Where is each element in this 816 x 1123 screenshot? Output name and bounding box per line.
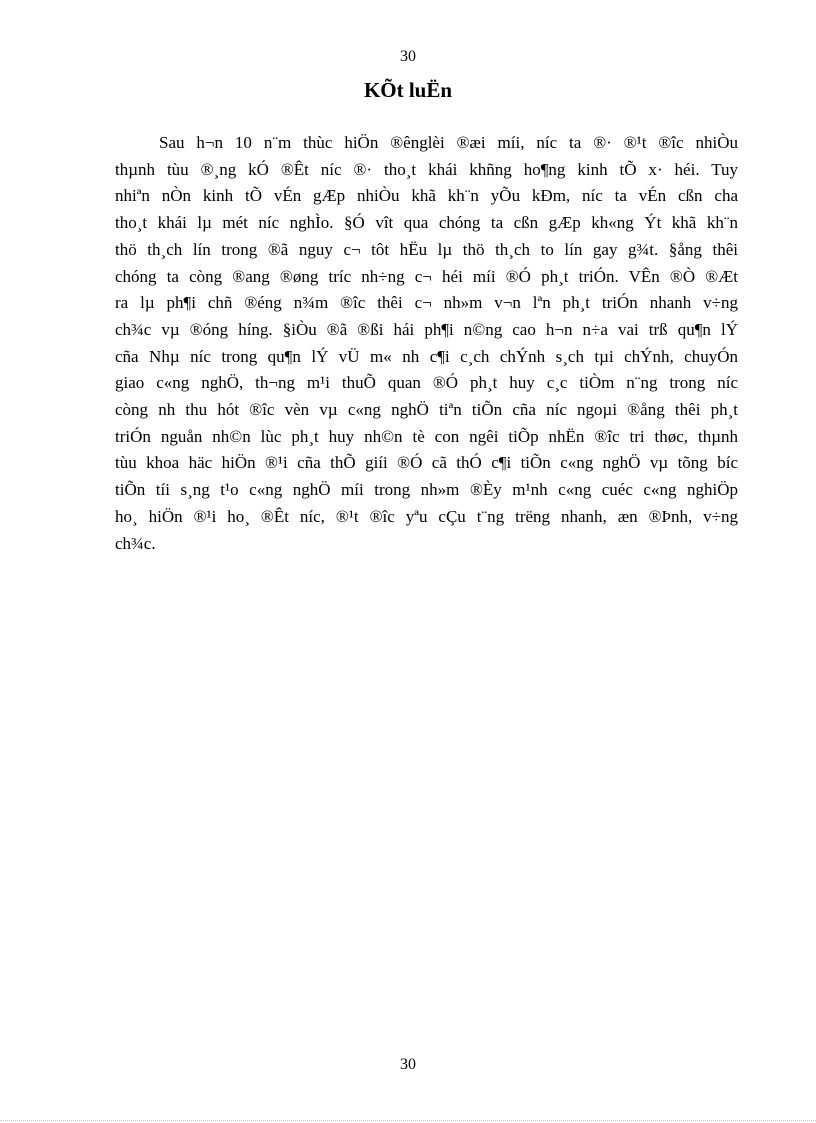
text-line: chóng ta còng ®ang ®øng tríc nh÷ng c¬ héi míi ®Ó ph¸t triÓn. VÊn ®Ò ®Æt (115, 266, 738, 286)
page-number-top: 30 (400, 48, 416, 65)
text-line: tùu khoa häc hiÖn ®¹i cña thÕ giíi ®Ó cã thÓ c¶i tiÕn c«ng nghÖ vµ tõng bíc (115, 453, 738, 473)
text-line: ch¾c vµ ®óng híng. §iÒu ®ã ®ßi hái ph¶i n©ng cao h¬n n÷a vai trß qu¶n lÝ (115, 319, 738, 339)
text-line: thµnh tùu ®¸ng kÓ ®Êt níc ®· tho¸t khái khñng ho¶ng kinh tÕ x· héi. Tuy (115, 159, 738, 179)
text-line: còng nh thu hót ®îc vèn vµ c«ng nghÖ tiªn tiÕn cña níc ngoµi ®ång thêi ph¸t (115, 400, 738, 420)
text-line: giao c«ng nghÖ, th¬ng m¹i thuÕ quan ®Ó ph¸t huy c¸c tiÒm n¨ng trong níc (115, 373, 738, 393)
page-title: KÕt luËn (363, 78, 453, 102)
text-line: triÓn nguån nh©n lùc ph¸t huy nh©n tè con ngêi tiÕp nhËn ®îc tri thøc, thµnh (115, 426, 738, 446)
page-number-bottom: 30 (400, 1056, 416, 1073)
text-line: tiÕn tíi s¸ng t¹o c«ng nghÖ míi trong nh»m ®Èy m¹nh c«ng cuéc c«ng nghiÖp (115, 480, 738, 500)
page-bottom-divider (0, 1120, 816, 1121)
text-line: nhiªn nÒn kinh tÕ vÉn gÆp nhiÒu khã kh¨n yÕu kÐm, níc ta vÉn cßn cha (115, 186, 738, 206)
body-paragraph (115, 130, 738, 557)
text-line: tho¸t khái lµ mét níc nghÌo. §Ó vît qua chóng ta cßn gÆp kh«ng Ýt khã kh¨n (115, 213, 738, 233)
text-line: thö th¸ch lín trong ®ã nguy c¬ tôt hËu lµ thö th¸ch to lín gay g¾t. §ång thêi (115, 239, 738, 259)
text-line: ch¾c. (115, 533, 156, 553)
text-line: ho¸ hiÖn ®¹i ho¸ ®Êt níc, ®¹t ®îc yªu cÇu t¨ng trëng nhanh, æn ®Þnh, v÷ng (115, 506, 738, 526)
text-line: ra lµ ph¶i chñ ®éng n¾m ®îc thêi c¬ nh»m v¬n lªn ph¸t triÓn nhanh v÷ng (115, 293, 738, 313)
text-line: cña Nhµ níc trong qu¶n lÝ vÜ m« nh c¶i c¸ch chÝnh s¸ch tµi chÝnh, chuyÓn (115, 346, 738, 366)
text-line: Sau h¬n 10 n¨m thùc hiÖn ®ênglèi ®æi míi, níc ta ®· ®¹t ®îc nhiÒu (159, 133, 738, 152)
